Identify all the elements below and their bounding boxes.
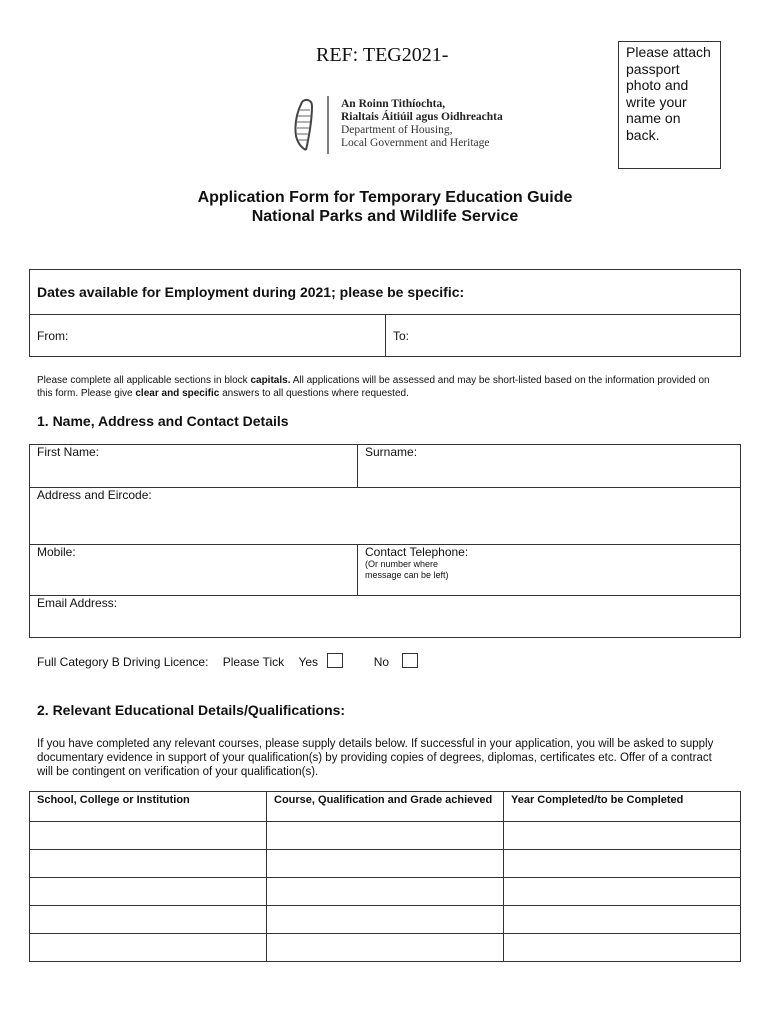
- qualifications-instructions: If you have completed any relevant courses, please supply details below. If successful in your application, you will be asked to supply documentary evidence in support of your qualification(s) by providing copies of degrees, diplomas, certificates etc. Offer of a contract will be contingent on verification of your qualification(s).: [37, 738, 714, 778]
- harp-logo-icon: [288, 96, 336, 159]
- dept-line-3: Department of Housing,: [341, 124, 453, 136]
- cell-course[interactable]: [267, 934, 504, 962]
- cell-year[interactable]: [504, 906, 741, 934]
- photo-instruction-box: Please attach passport photo and write your name on back.: [618, 41, 721, 169]
- contact-table: [29, 444, 741, 638]
- table-row: [30, 850, 741, 878]
- from-field[interactable]: From:: [30, 315, 386, 357]
- cell-institution[interactable]: [30, 850, 267, 878]
- cell-institution[interactable]: [30, 878, 267, 906]
- licence-tick-label: Please Tick: [222, 655, 285, 669]
- col-course: Course, Qualification and Grade achieved: [267, 792, 504, 822]
- licence-yes-label: Yes: [298, 655, 319, 669]
- table-row: [30, 878, 741, 906]
- instructions: [37, 375, 717, 400]
- title-line-2: National Parks and Wildlife Service: [251, 208, 519, 225]
- table-row: [30, 822, 741, 850]
- email-field[interactable]: Email Address:: [30, 596, 741, 638]
- table-row: [30, 934, 741, 962]
- cell-course[interactable]: [267, 878, 504, 906]
- dates-heading: Dates available for Employment during 2021; please be specific:: [30, 270, 741, 315]
- instr-text-3: answers to all questions where requested.: [219, 387, 409, 399]
- section1-heading: 1. Name, Address and Contact Details: [37, 413, 289, 429]
- instr-bold-2: clear and specific: [135, 387, 220, 399]
- title-line-1: Application Form for Temporary Education Guide: [197, 189, 573, 206]
- cell-year[interactable]: [504, 822, 741, 850]
- cell-year[interactable]: [504, 878, 741, 906]
- table-row: [30, 906, 741, 934]
- dept-line-2: Rialtais Áitiúil agus Oidhreachta: [341, 111, 503, 123]
- qualifications-table: [29, 791, 741, 962]
- cell-institution[interactable]: [30, 822, 267, 850]
- licence-no-label: No: [373, 655, 390, 669]
- cell-course[interactable]: [267, 822, 504, 850]
- cell-institution[interactable]: [30, 934, 267, 962]
- instr-text-1: Please complete all applicable sections in block: [37, 375, 251, 386]
- mobile-field[interactable]: Mobile:: [30, 545, 358, 596]
- cell-course[interactable]: [267, 850, 504, 878]
- licence-label: Full Category B Driving Licence:: [37, 655, 209, 669]
- col-year: Year Completed/to be Completed: [504, 792, 741, 822]
- contact-telephone-field[interactable]: [358, 545, 741, 596]
- instr-bold-1: capitals.: [250, 375, 291, 386]
- section2-heading: 2. Relevant Educational Details/Qualifications:: [37, 702, 346, 718]
- licence-yes-checkbox[interactable]: [327, 653, 343, 668]
- reference-number: REF: TEG2021-: [316, 44, 449, 66]
- contact-telephone-note: (Or number where message can be left): [365, 559, 449, 580]
- cell-institution[interactable]: [30, 906, 267, 934]
- surname-field[interactable]: Surname:: [358, 445, 741, 488]
- contact-telephone-label: Contact Telephone:: [365, 545, 469, 559]
- instr-text-2: All applications will be assessed and may be short-listed based on the information provided on this form. Please give: [37, 375, 710, 399]
- cell-year[interactable]: [504, 850, 741, 878]
- dept-line-1: An Roinn Tithíochta,: [341, 98, 446, 110]
- cell-course[interactable]: [267, 906, 504, 934]
- first-name-field[interactable]: First Name:: [30, 445, 358, 488]
- dept-line-4: Local Government and Heritage: [341, 137, 490, 149]
- col-institution: School, College or Institution: [30, 792, 267, 822]
- form-title: [0, 188, 770, 226]
- address-field[interactable]: Address and Eircode:: [30, 488, 741, 545]
- cell-year[interactable]: [504, 934, 741, 962]
- dates-table: [29, 269, 741, 357]
- to-field[interactable]: To:: [386, 315, 741, 357]
- driving-licence-row: [37, 653, 418, 669]
- department-name: [341, 98, 503, 150]
- licence-no-checkbox[interactable]: [402, 653, 418, 668]
